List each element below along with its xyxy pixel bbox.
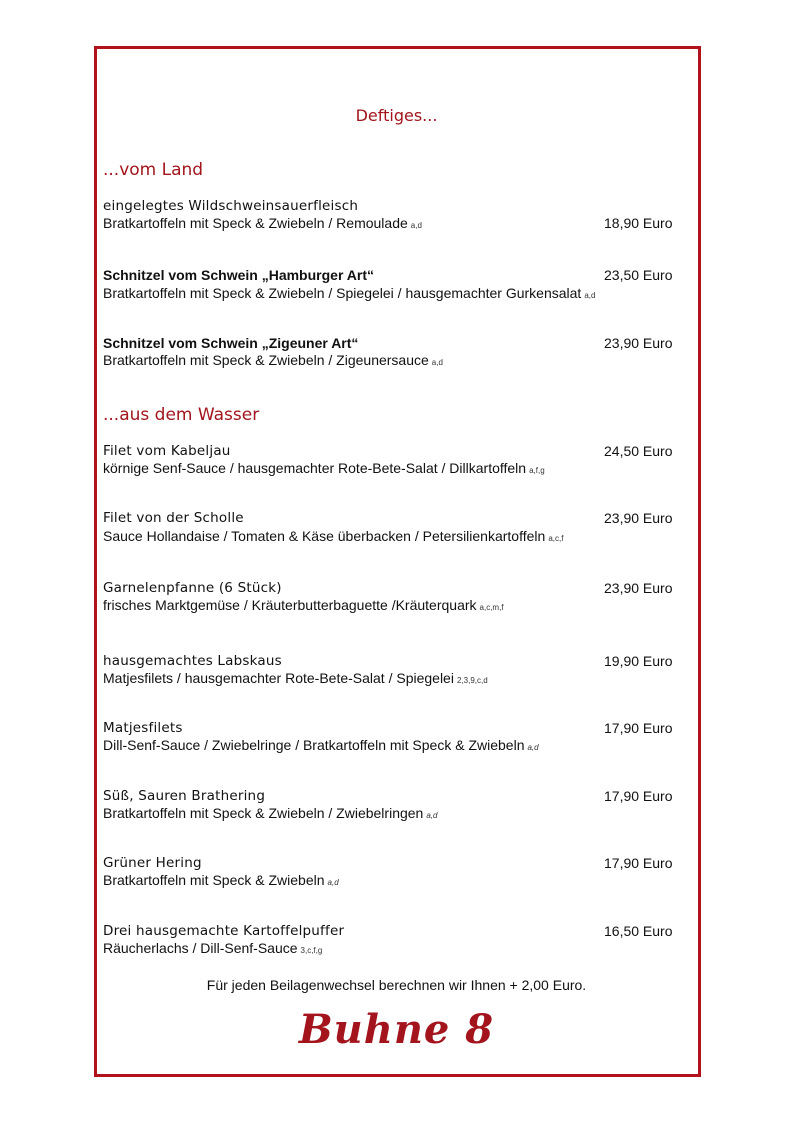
dish-description: Sauce Hollandaise / Tomaten & Käse überbacken / Petersilienkartoffeln a,c,f [103, 528, 564, 544]
allergen-codes: a,d [527, 743, 539, 752]
dish-name: Matjesfilets [103, 720, 183, 736]
side-dish-change-note: Für jeden Beilagenwechsel berechnen wir Ihnen + 2,00 Euro. [206, 977, 587, 993]
dish-price: 23,90 Euro [604, 510, 673, 526]
allergen-codes: a,d [584, 291, 596, 300]
dish-description: Matjesfilets / hausgemachter Rote-Bete-Salat / Spiegelei 2,3,9,c,d [103, 670, 488, 686]
dish-description: Bratkartoffeln mit Speck & Zwiebeln a,d [103, 872, 339, 888]
dish-price: 17,90 Euro [604, 855, 673, 871]
dish-name: Filet vom Kabeljau [103, 443, 231, 459]
dish-price: 23,50 Euro [604, 267, 673, 283]
allergen-codes: a,d [431, 358, 443, 367]
dish-name: eingelegtes Wildschweinsauerfleisch [103, 198, 359, 214]
menu-title: Deftiges... [355, 106, 438, 125]
dish-description: körnige Senf-Sauce / hausgemachter Rote-Bete-Salat / Dillkartoffeln a,f,g [103, 460, 545, 476]
dish-price: 17,90 Euro [604, 788, 673, 804]
dish-name: Drei hausgemachte Kartoffelpuffer [103, 923, 345, 939]
dish-description: Bratkartoffeln mit Speck & Zwiebeln / Zwiebelringen a,d [103, 805, 438, 821]
allergen-codes: 2,3,9,c,d [456, 676, 488, 685]
allergen-codes: 3,c,f,g [300, 946, 323, 955]
dish-price: 19,90 Euro [604, 653, 673, 669]
dish-name: hausgemachtes Labskaus [103, 653, 282, 669]
dish-price: 24,50 Euro [604, 443, 673, 459]
dish-price: 18,90 Euro [604, 215, 673, 231]
dish-price: 23,90 Euro [604, 335, 673, 351]
allergen-codes: a,c,f [548, 534, 564, 543]
dish-description: Dill-Senf-Sauce / Zwiebelringe / Bratkartoffeln mit Speck & Zwiebeln a,d [103, 737, 539, 753]
dish-name: Grüner Hering [103, 855, 202, 871]
dish-description: Bratkartoffeln mit Speck & Zwiebeln / Remoulade a,d [103, 215, 422, 231]
dish-name: Garnelenpfanne (6 Stück) [103, 580, 282, 596]
dish-name: Süß, Sauren Brathering [103, 788, 266, 804]
dish-description: Bratkartoffeln mit Speck & Zwiebeln / Zigeunersauce a,d [103, 352, 443, 368]
dish-name: Schnitzel vom Schwein „Zigeuner Art“ [103, 335, 359, 351]
allergen-codes: a,d [410, 221, 422, 230]
dish-price: 23,90 Euro [604, 580, 673, 596]
allergen-codes: a,d [327, 878, 339, 887]
allergen-codes: a,d [426, 811, 438, 820]
dish-price: 17,90 Euro [604, 720, 673, 736]
section-heading-wasser: ...aus dem Wasser [103, 405, 260, 425]
section-heading-land: ...vom Land [103, 160, 204, 180]
dish-description: frisches Marktgemüse / Kräuterbutterbaguette /Kräuterquark a,c,m,f [103, 597, 504, 613]
dish-description: Bratkartoffeln mit Speck & Zwiebeln / Spiegelei / hausgemachter Gurkensalat a,d [103, 285, 596, 301]
restaurant-logo: Buhne 8 [298, 1006, 495, 1053]
dish-name: Schnitzel vom Schwein „Hamburger Art“ [103, 267, 374, 283]
allergen-codes: a,f,g [529, 466, 545, 475]
dish-price: 16,50 Euro [604, 923, 673, 939]
allergen-codes: a,c,m,f [479, 603, 504, 612]
dish-name: Filet von der Scholle [103, 510, 244, 526]
dish-description: Räucherlachs / Dill-Senf-Sauce 3,c,f,g [103, 940, 323, 956]
